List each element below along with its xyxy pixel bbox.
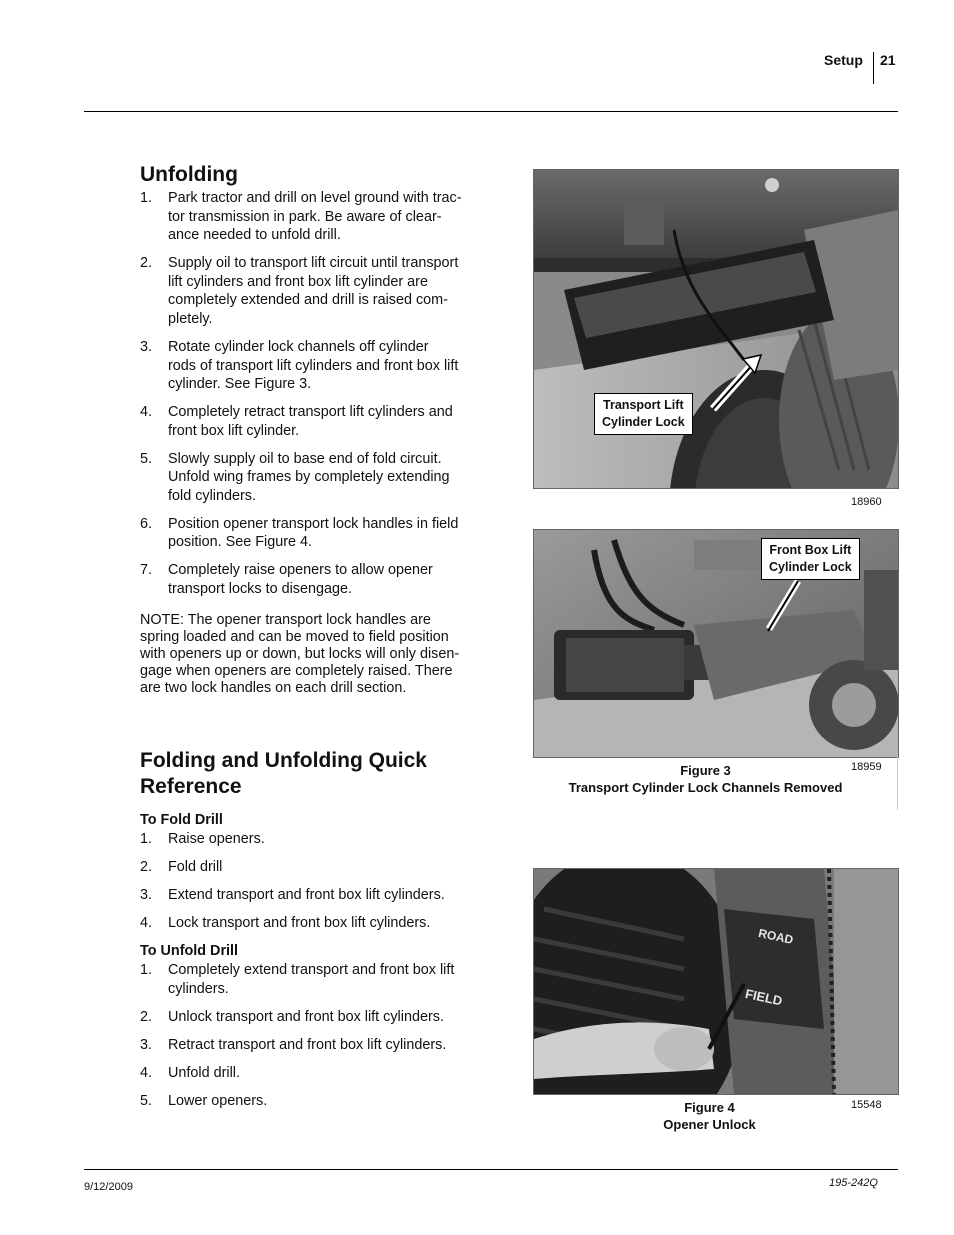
- text-line: Reference: [140, 775, 242, 798]
- step-text: position. See Figure 4.: [168, 534, 312, 551]
- step-text: transport locks to disengage.: [168, 581, 352, 598]
- unfolding-steps: [140, 189, 485, 608]
- step-item: [140, 1036, 485, 1055]
- figure3-label: Figure 3: [680, 763, 731, 778]
- step-text: Completely raise openers to allow opener: [168, 562, 433, 579]
- step-item: [140, 830, 485, 849]
- header-rule: [84, 111, 898, 112]
- step-item: [140, 858, 485, 877]
- step-text: Unlock transport and front box lift cylinders.: [168, 1008, 444, 1025]
- text-line: Cylinder Lock: [769, 560, 852, 574]
- text-line: Folding and Unfolding Quick: [140, 749, 427, 772]
- step-number: 2.: [140, 1008, 153, 1025]
- text-line: spring loaded and can be moved to field position: [140, 629, 449, 645]
- step-text: Park tractor and drill on level ground with trac-: [168, 190, 462, 206]
- unfolding-heading: Unfolding: [140, 163, 238, 186]
- step-item: [140, 450, 485, 506]
- step-text: lift cylinders and front box lift cylinder are: [168, 273, 428, 290]
- step-item: [140, 1092, 485, 1111]
- photo-opener-unlock: [533, 868, 899, 1095]
- step-number: 1.: [140, 190, 153, 206]
- footer-rule: [84, 1169, 898, 1170]
- page-number: 21: [880, 52, 896, 68]
- figure4-caption: Opener Unlock: [663, 1117, 756, 1132]
- step-number: 4.: [140, 404, 153, 421]
- callout-transport-lift-cylinder-lock: [594, 393, 693, 435]
- step-number: 4.: [140, 1064, 153, 1081]
- fold-drill-steps: [140, 830, 485, 942]
- step-number: 3.: [140, 886, 153, 903]
- step-number: 2.: [140, 858, 153, 875]
- step-text: front box lift cylinder.: [168, 422, 300, 439]
- unfold-drill-steps: [140, 961, 485, 1120]
- step-item: [140, 961, 485, 998]
- step-text: pletely.: [168, 310, 213, 327]
- callout-arrow-transport-lock: [533, 169, 897, 487]
- step-number: 3.: [140, 1036, 153, 1053]
- text-line: NOTE: The opener transport lock handles are: [140, 612, 431, 628]
- quick-reference-heading: [140, 748, 485, 800]
- step-item: [140, 515, 485, 552]
- step-item: [140, 1064, 485, 1083]
- step-item: [140, 914, 485, 933]
- step-text: cylinder. See Figure 3.: [168, 376, 312, 393]
- callout-front-box-lift-cylinder-lock: [761, 538, 860, 580]
- step-text: completely extended and drill is raised com-: [168, 292, 448, 309]
- header-divider: [873, 52, 874, 84]
- footer-date: 9/12/2009: [84, 1181, 133, 1193]
- text-line: Front Box Lift: [769, 543, 852, 557]
- step-number: 4.: [140, 914, 153, 931]
- step-number: 3.: [140, 338, 153, 355]
- step-text: Retract transport and front box lift cylinders.: [168, 1036, 447, 1053]
- step-item: [140, 189, 485, 245]
- step-text: Lock transport and front box lift cylinders.: [168, 914, 431, 931]
- step-text: Rotate cylinder lock channels off cylinder: [168, 338, 429, 355]
- step-text: Raise openers.: [168, 831, 265, 847]
- figure3-caption: Transport Cylinder Lock Channels Removed: [568, 780, 843, 795]
- step-text: Position opener transport lock handles in field: [168, 515, 459, 532]
- step-text: cylinders.: [168, 980, 229, 997]
- step-text: Slowly supply oil to base end of fold circuit.: [168, 450, 442, 467]
- step-text: fold cylinders.: [168, 487, 256, 504]
- step-text: tor transmission in park. Be aware of clear-: [168, 208, 442, 225]
- text-line: gage when openers are completely raised. There: [140, 663, 453, 679]
- photo-id-15548: 15548: [851, 1099, 882, 1111]
- sign-road-label: ROAD: [757, 926, 795, 948]
- photo-id-18959: 18959: [851, 761, 882, 773]
- step-number: 1.: [140, 962, 153, 978]
- step-text: Supply oil to transport lift circuit until transport: [168, 255, 459, 272]
- figure3-edge-line: [897, 756, 898, 810]
- fold-drill-heading: To Fold Drill: [140, 812, 223, 828]
- step-text: Fold drill: [168, 858, 223, 875]
- step-item: [140, 1008, 485, 1027]
- step-text: Completely retract transport lift cylinders and: [168, 404, 453, 421]
- figure4-label: Figure 4: [684, 1100, 735, 1115]
- step-text: Lower openers.: [168, 1092, 268, 1109]
- step-number: 5.: [140, 1092, 153, 1109]
- step-number: 6.: [140, 515, 153, 532]
- step-item: [140, 561, 485, 598]
- step-number: 2.: [140, 255, 153, 272]
- step-item: [140, 886, 485, 905]
- step-number: 7.: [140, 562, 153, 579]
- text-line: Transport Lift: [603, 398, 684, 412]
- header-section-title: Setup: [824, 52, 863, 68]
- step-number: 1.: [140, 831, 153, 847]
- step-item: [140, 403, 485, 440]
- step-text: Completely extend transport and front box lift: [168, 962, 455, 978]
- step-item: [140, 254, 485, 328]
- step-item: [140, 338, 485, 394]
- step-text: ance needed to unfold drill.: [168, 227, 341, 244]
- text-line: with openers up or down, but locks will only disen-: [140, 646, 460, 662]
- text-line: Cylinder Lock: [602, 415, 685, 429]
- step-text: Unfold wing frames by completely extending: [168, 469, 450, 486]
- unfold-drill-heading: To Unfold Drill: [140, 943, 239, 959]
- step-number: 5.: [140, 450, 153, 467]
- text-line: are two lock handles on each drill section.: [140, 680, 407, 696]
- photo-id-18960: 18960: [851, 496, 882, 508]
- footer-doc-number: 195-242Q: [829, 1177, 878, 1189]
- step-text: Extend transport and front box lift cylinders.: [168, 886, 445, 903]
- unfolding-note: [140, 612, 485, 697]
- sign-field-label: FIELD: [743, 986, 784, 1009]
- step-text: Unfold drill.: [168, 1064, 240, 1081]
- step-text: rods of transport lift cylinders and front box lift: [168, 357, 459, 374]
